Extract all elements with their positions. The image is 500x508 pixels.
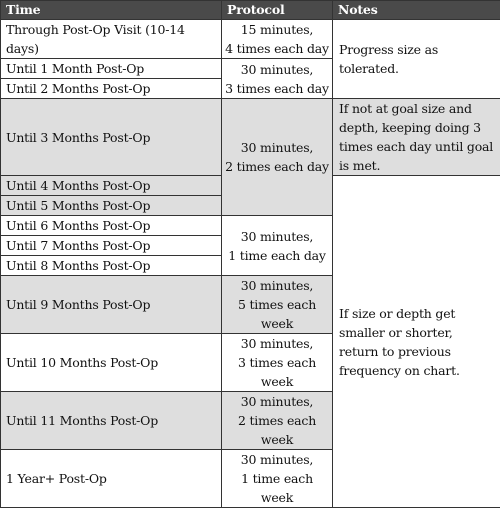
header-notes: Notes <box>333 1 500 20</box>
protocol-cell <box>222 450 333 508</box>
notes-cell: If size or depth get smaller or shorter, return to previous frequency on chart. <box>333 176 500 508</box>
protocol-duration: 30 minutes, <box>241 278 313 293</box>
protocol-duration: 30 minutes, <box>241 394 313 409</box>
protocol-cell <box>222 276 333 334</box>
protocol-duration: 15 minutes, <box>241 22 313 37</box>
protocol-cell <box>222 216 333 276</box>
time-cell: Until 5 Months Post-Op <box>1 196 222 216</box>
time-cell: Until 11 Months Post-Op <box>1 392 222 450</box>
time-cell: Until 10 Months Post-Op <box>1 334 222 392</box>
protocol-cell <box>222 334 333 392</box>
notes-cell: If not at goal size and depth, keeping doing 3 times each day until goal is met. <box>333 99 500 176</box>
protocol-frequency: 2 times each week <box>238 413 316 447</box>
protocol-cell <box>222 20 333 59</box>
protocol-frequency: 5 times each week <box>238 297 316 331</box>
time-cell: 1 Year+ Post-Op <box>1 450 222 508</box>
protocol-frequency: 1 time each day <box>228 248 326 263</box>
header-row <box>1 1 500 20</box>
time-cell: Until 7 Months Post-Op <box>1 236 222 256</box>
protocol-duration: 30 minutes, <box>241 140 313 155</box>
table-row <box>1 20 500 59</box>
table-row <box>1 99 500 176</box>
protocol-frequency: 4 times each day <box>225 41 329 56</box>
time-cell: Until 1 Month Post-Op <box>1 59 222 79</box>
time-cell: Until 2 Months Post-Op <box>1 79 222 99</box>
protocol-frequency: 3 times each day <box>225 81 329 96</box>
time-cell: Until 4 Months Post-Op <box>1 176 222 196</box>
header-time: Time <box>1 1 222 20</box>
protocol-duration: 30 minutes, <box>241 452 313 467</box>
notes-cell: Progress size as tolerated. <box>333 20 500 99</box>
header-protocol: Protocol <box>222 1 333 20</box>
protocol-frequency: 2 times each day <box>225 159 329 174</box>
protocol-duration: 30 minutes, <box>241 336 313 351</box>
protocol-duration: 30 minutes, <box>241 229 313 244</box>
protocol-frequency: 1 time each week <box>241 471 313 505</box>
protocol-cell <box>222 392 333 450</box>
time-cell: Until 9 Months Post-Op <box>1 276 222 334</box>
protocol-cell <box>222 59 333 99</box>
time-cell: Until 6 Months Post-Op <box>1 216 222 236</box>
time-cell: Until 3 Months Post-Op <box>1 99 222 176</box>
time-cell: Until 8 Months Post-Op <box>1 256 222 276</box>
protocol-cell <box>222 99 333 216</box>
protocol-duration: 30 minutes, <box>241 62 313 77</box>
time-cell: Through Post-Op Visit (10-14 days) <box>1 20 222 59</box>
protocol-frequency: 3 times each week <box>238 355 316 389</box>
